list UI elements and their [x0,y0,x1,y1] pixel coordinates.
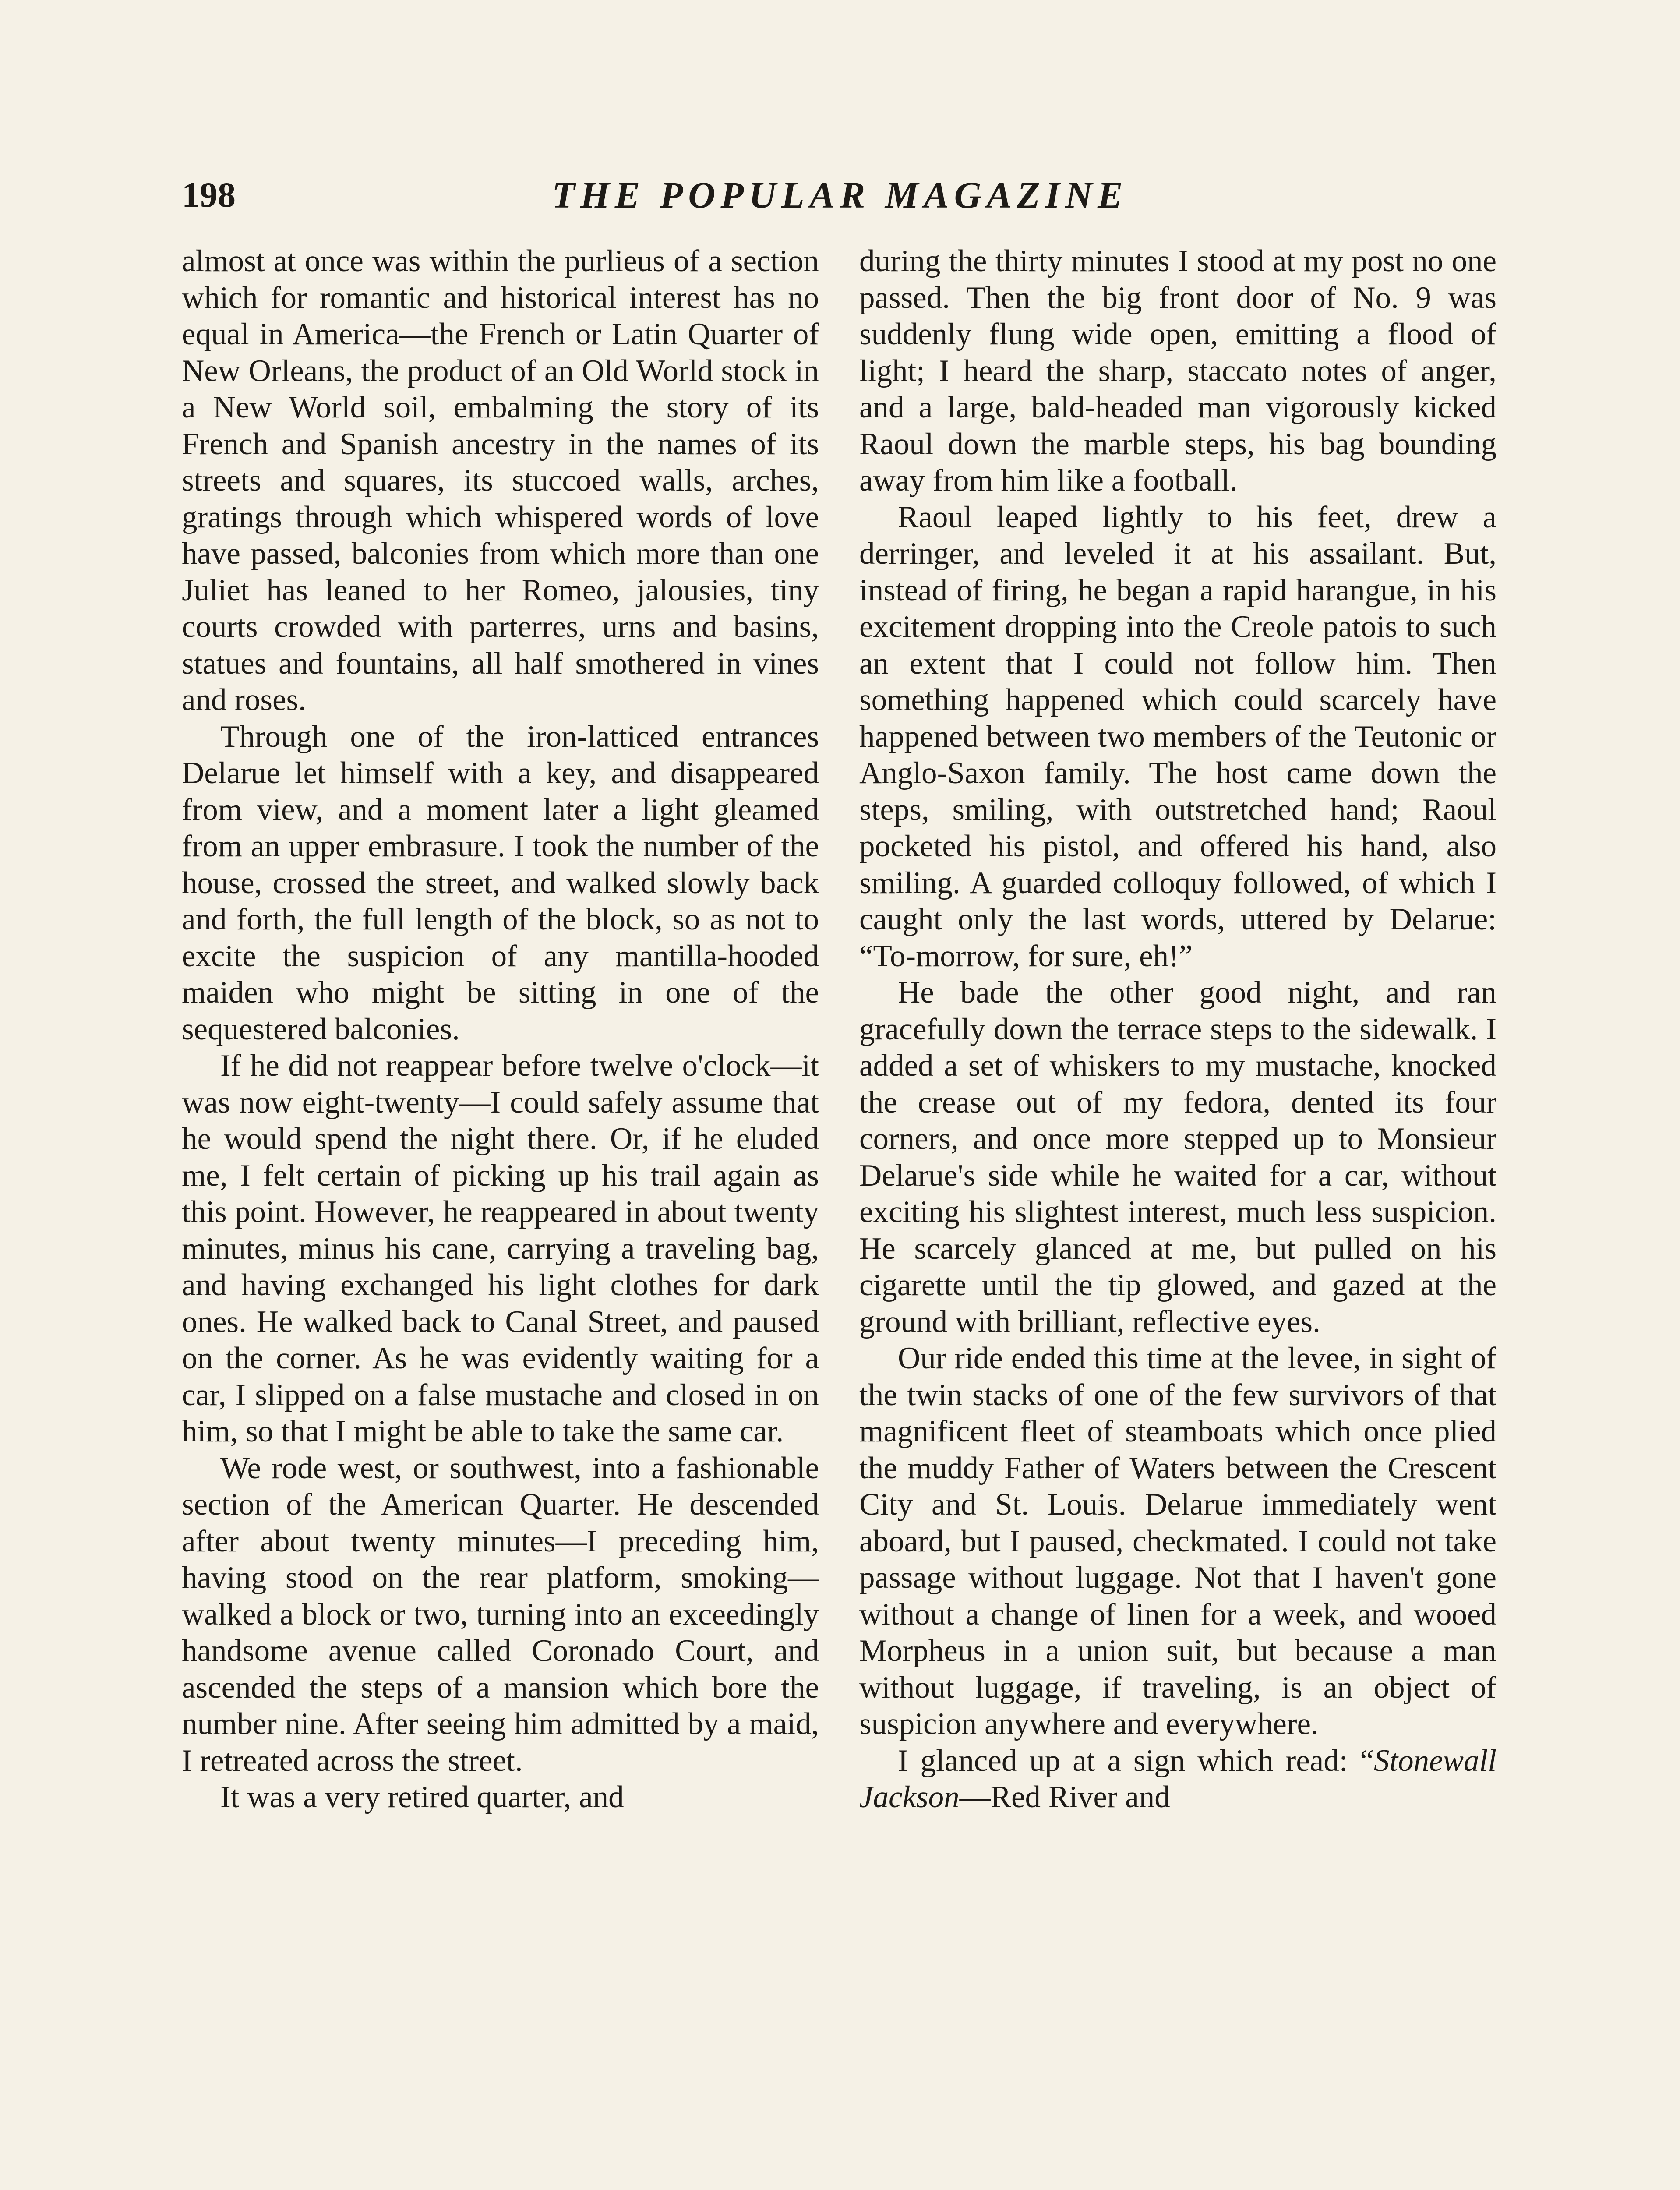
paragraph: Our ride ended this time at the levee, in sight of the twin stacks of one of the few survivors of that magnificent fleet of steamboats which once plied the muddy Father of Waters between the Crescent City and St. Louis. Delarue immediately went aboard, but I paused, checkmated. I could not take passage without luggage. Not that I haven't gone without a change of linen for a week, and wooed Morpheus in a union suit, but because a man without luggage, if traveling, is an object of suspicion anywhere and everywhere. [859,1341,1496,1741]
right-column [859,243,1496,1816]
ship-name: Stonewall Jackson [859,1743,1496,1814]
page-header [182,162,1498,228]
paragraph: Through one of the iron-latticed entrances Delarue let himself with a key, and disappeared from view, and a moment later a light gleamed from an upper embrasure. I took the number of the house, crossed the street, and walked slowly back and forth, the full length of the block, so as not to excite the suspicion of any mantilla-hooded maiden who might be sitting in one of the sequestered balconies. [182,719,819,1046]
paragraph: We rode west, or southwest, into a fashionable section of the American Quarter. He descended after about twenty minutes—I preceding him, having stood on the rear platform, smoking—walked a block or two, turning into an exceedingly handsome avenue called Coronado Court, and ascended the steps of a mansion which bore the number nine. After seeing him admitted by a maid, I retreated across the street. [182,1451,819,1778]
paragraph: Raoul leaped lightly to his feet, drew a derringer, and leveled it at his assailant. But, instead of firing, he began a rapid harangue, in his excitement dropping into the Creole patois to such an extent that I could not follow him. Then something happened which could scarcely have happened between two members of the Teutonic or Anglo-Saxon family. The host came down the steps, smiling, with outstretched hand; Raoul pocketed his pistol, and offered his hand, also smiling. A guarded colloquy followed, of which I caught only the last words, uttered by Delarue: “To-morrow, for sure, eh!” [859,500,1496,973]
page-number: 198 [182,175,236,215]
text-run: —Red River and [959,1780,1170,1814]
paragraph [859,1743,1496,1816]
paragraph: It was a very retired quarter, and [220,1780,624,1814]
paragraph: He bade the other good night, and ran gracefully down the terrace steps to the sidewalk. I added a set of whiskers to my mustache, knocked the crease out of my fedora, dented its four corners, and once more stepped up to Monsieur Delarue's side while he waited for a car, without exciting his slightest interest, much less suspicion. He scarcely glanced at me, but pulled on his cigarette until the tip glowed, and gazed at the ground with brilliant, reflective eyes. [859,975,1496,1339]
paragraph: almost at once was within the purlieus of a section which for romantic and historical interest has no equal in America—the French or Latin Quarter of New Orleans, the product of an Old World stock in a New World soil, embalming the story of its French and Spanish ancestry in the names of its streets and squares, its stuccoed walls, arches, gratings through which whispered words of love have passed, balconies from which more than one Juliet has leaned to her Romeo, jalousies, tiny courts crowded with parterres, urns and basins, statues and fountains, all half smothered in vines and roses. [182,244,819,717]
paragraph: If he did not reappear before twelve o'clock—it was now eight-twenty—I could safely assume that he would spend the night there. Or, if he eluded me, I felt certain of picking up his trail again as this point. However, he reappeared in about twenty minutes, minus his cane, carrying a traveling bag, and having exchanged his light clothes for dark ones. He walked back to Canal Street, and paused on the corner. As he was evidently waiting for a car, I slipped on a false mustache and closed in on him, so that I might be able to take the same car. [182,1049,819,1448]
left-column [182,243,819,1816]
running-title: THE POPULAR MAGAZINE [552,174,1128,216]
text-run: I glanced up at a sign which read: “ [898,1743,1374,1778]
paragraph: during the thirty minutes I stood at my post no one passed. Then the big front door of No. 9 was suddenly flung wide open, emitting a flood of light; I heard the sharp, staccato notes of anger, and a large, bald-headed man vigorously kicked Raoul down the marble steps, his bag bounding away from him like a football. [859,244,1496,498]
